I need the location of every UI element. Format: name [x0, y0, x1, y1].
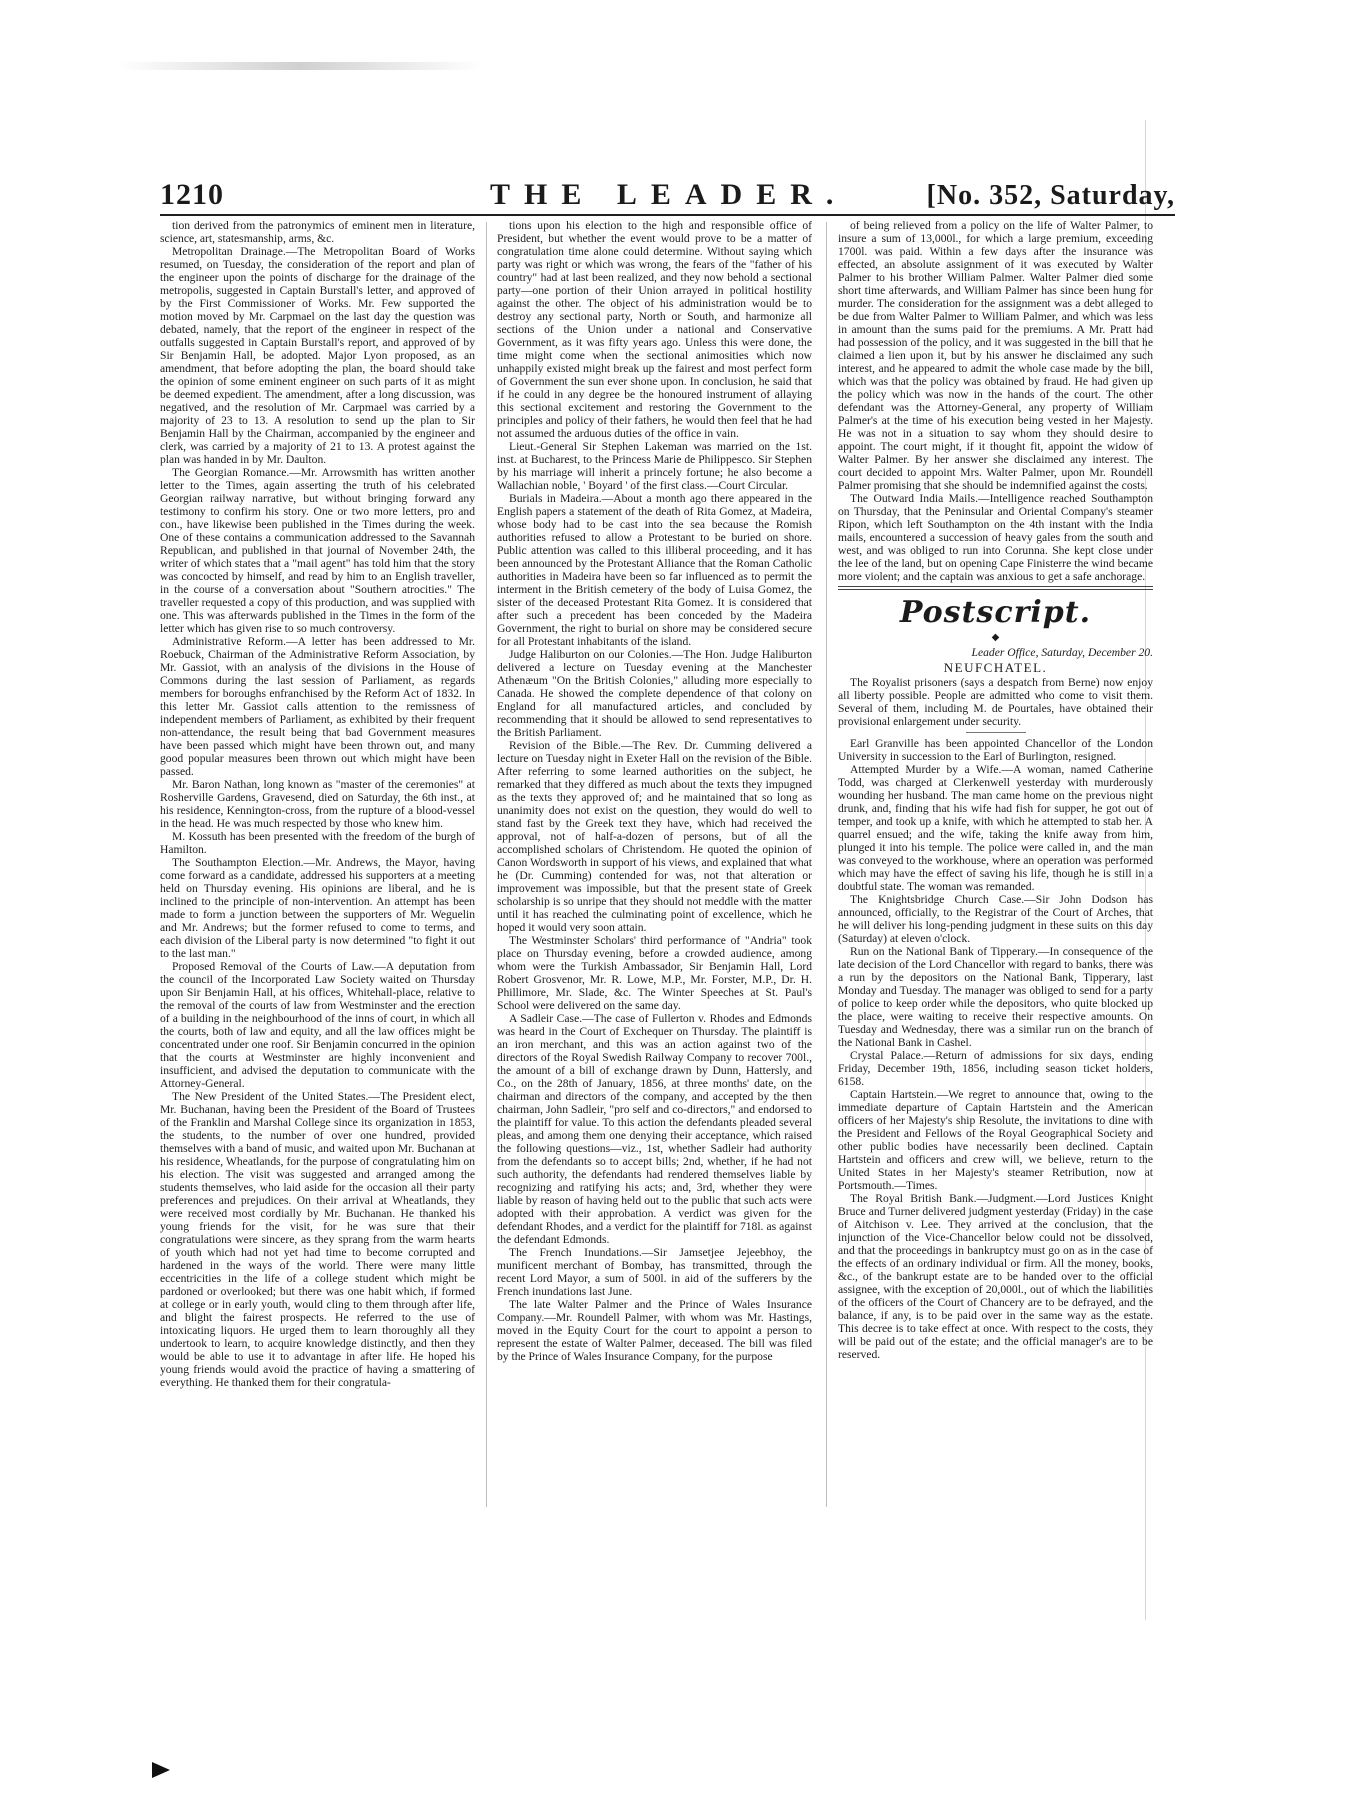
article-paragraph: Mr. Baron Nathan, long known as "master of the ceremonies" at Rosherville Gardens, Gravesend, died on Saturday, the 6th inst., at his residence, Kennington-cross, from the rupture of a blood-vessel in the head. He was much respected by those who knew him. — [160, 778, 475, 830]
article-paragraph: Captain Hartstein.—We regret to announce that, owing to the immediate departure of Captain Hartstein and the American officers of her Majesty's ship Resolute, the invitations to dine with the President and Fellows of the Royal Geographical Society and other public bodies have necessarily been declined. Captain Hartstein and officers and crew will, we believe, return to the United States in her Majesty's steamer Retribution, now at Portsmouth.—Times. — [838, 1088, 1153, 1192]
article-paragraph: Judge Haliburton on our Colonies.—The Hon. Judge Haliburton delivered a lecture on Tuesday evening at the Manchester Athenæum "On the British Colonies," alluding more especially to Canada. He showed the complete dependence of that colony on England for all manufactured articles, and concluded by recommending that it should be allowed to send representatives to the British Parliament. — [497, 648, 812, 739]
article-paragraph: The Royal British Bank.—Judgment.—Lord Justices Knight Bruce and Turner delivered judgment yesterday (Friday) in the case of Aitchison v. Lee. They arrived at the conclusion, that the injunction of the Vice-Chancellor below could not be dissolved, and that the proceedings in bankruptcy must go on as in the case of the effects of an ordinary individual or firm. All the money, books, &c., of the bankrupt estate are to be handed over to the official assignee, with the exception of 20,000l., out of which the liabilities of the officers of the Court of Chancery are to be defrayed, and the balance, if any, is to be paid over in the same way as the estate. This decree is to take effect at once. With respect to the costs, they will be paid out of the estate; and the official manager's are to be reserved. — [838, 1192, 1153, 1361]
article-paragraph: tion derived from the patronymics of eminent men in literature, science, art, statesmanship, arms, &c. — [160, 219, 475, 245]
column-divider — [486, 222, 487, 1507]
article-paragraph: The Royalist prisoners (says a despatch from Berne) now enjoy all liberty possible. People are admitted who come to visit them. Several of them, including M. de Pourtales, have obtained their provisional enlargement under security. — [838, 676, 1153, 728]
column-2 — [497, 219, 812, 1509]
article-paragraph: The Outward India Mails.—Intelligence reached Southampton on Thursday, that the Peninsular and Oriental Company's steamer Ripon, which left Southampton on the 4th instant with the India mails, encountered a succession of heavy gales from the south and west, and was obliged to run into Corunna. She kept close under the lee of the land, but on opening Cape Finisterre the wind became more violent; and the captain was anxious to get a safe anchorage. — [838, 492, 1153, 583]
section-separator — [838, 586, 1153, 590]
column-3 — [838, 219, 1153, 1509]
article-paragraph: tions upon his election to the high and responsible office of President, but whether the event would prove to be a matter of congratulation time alone could determine. Without saying which party was right or which was wrong, the fears of the "father of his country" had at last been realized, and they now behold a sectional party—one portion of their Union arrayed in political hostility against the other. The object of his administration would be to destroy any sectional party, North or South, and harmonize all sections of the Union under a national and Conservative Government, as it was fifty years ago. Unless this were done, the time might come when the sectional animosities which now unhappily existed might break up the fairest and most perfect form of Government the sun ever shone upon. In conclusion, he said that if he could in any degree be the honoured instrument of allaying this sectional excitement and restoring the Government to the principles and policy of their fathers, he would then feel that he had not assumed the arduous duties of the office in vain. — [497, 219, 812, 440]
article-paragraph: Crystal Palace.—Return of admissions for six days, ending Friday, December 19th, 1856, including season ticket holders, 6158. — [838, 1049, 1153, 1088]
article-paragraph: The Westminster Scholars' third performance of "Andria" took place on Thursday evening, before a crowded audience, among whom were the Turkish Ambassador, Sir Benjamin Hall, Lord Robert Grosvenor, Mr. R. Lowe, M.P., Mr. Forster, M.P., Dr. H. Phillimore, Mr. Slade, &c. The Winter Speeches at St. Paul's School were delivered on the same day. — [497, 934, 812, 1012]
article-paragraph: Metropolitan Drainage.—The Metropolitan Board of Works resumed, on Tuesday, the consideration of the report and plan of the engineer upon the points of discharge for the drainage of the metropolis, suggested in Captain Burstall's letter, and approved of by the First Commissioner of Works. Mr. Few supported the motion moved by Mr. Carpmael on the last day the question was debated, namely, that the report of the engineer in respect of the outfalls suggested in Captain Burstall's report, and approved of by Sir Benjamin Hall, be adopted. Major Lyon proposed, as an amendment, that before adopting the plan, the board should take the opinion of some eminent engineer on such parts of it as might be deemed expedient. The amendment, after a long discussion, was negatived, and the resolution of Mr. Carpmael was carried by a majority of 23 to 13. A resolution to send up the plan to Sir Benjamin Hall by the Chairman, accompanied by the engineer and clerk, was carried by a majority of 21 to 13. A protest against the plan was handed in by Mr. Daulton. — [160, 245, 475, 466]
article-paragraph: The late Walter Palmer and the Prince of Wales Insurance Company.—Mr. Roundell Palmer, with whom was Mr. Hastings, moved in the Equity Court for the court to appoint a person to represent the estate of Walter Palmer, deceased. The bill was filed by the Prince of Wales Insurance Company, for the purpose — [497, 1298, 812, 1363]
masthead-title: THE LEADER. — [490, 178, 848, 211]
article-paragraph: Proposed Removal of the Courts of Law.—A deputation from the council of the Incorporated Law Society waited on Thursday upon Sir Benjamin Hall, at his offices, Whitehall-place, relative to the removal of the courts of law from Westminster and the erection of a building in the neighbourhood of the inns of court, in which all the courts, both of law and equity, and all the law offices might be concentrated under one roof. Sir Benjamin concurred in the opinion that the courts at Westminster are highly inconvenient and insufficient, and advised the deputation to communicate with the Attorney-General. — [160, 960, 475, 1090]
article-paragraph: The French Inundations.—Sir Jamsetjee Jejeebhoy, the munificent merchant of Bombay, has transmitted, through the recent Lord Mayor, a sum of 500l. in aid of the sufferers by the French inundations last June. — [497, 1246, 812, 1298]
postscript-heading: Postscript. — [899, 595, 1092, 630]
article-paragraph: Run on the National Bank of Tipperary.—In consequence of the late decision of the Lord Chancellor with regard to banks, there was a run by the depositors on the National Bank, Tipperary, last Monday and Tuesday. The manager was obliged to send for a party of police to keep order while the depositors, who quite blocked up the place, were waiting to receive their respective amounts. On Tuesday and Wednesday, there was a similar run on the branch of the National Bank in Cashel. — [838, 945, 1153, 1049]
article-paragraph: Lieut.-General Sir Stephen Lakeman was married on the 1st. inst. at Bucharest, to the Princess Marie de Philippesco. Sir Stephen by his marriage will inherit a princely fortune; he also become a Wallachian noble, ' Boyard ' of the first class.—Court Circular. — [497, 440, 812, 492]
article-paragraph: The New President of the United States.—The President elect, Mr. Buchanan, having been the President of the Board of Trustees of the Franklin and Marshal College since its organization in 1853, the students, to the number of over one hundred, provided themselves with a band of music, and waited upon Mr. Buchanan at his residence, Wheatlands, for the purpose of congratulating him on his election. The visit was suggested and arranged among the students themselves, who laid aside for the occasion all their party preferences and prejudices. On their arrival at Wheatlands, they were received most cordially by Mr. Buchanan. He thanked his young friends for the visit, for he was sure that their congratulations were sincere, as they sprang from the warm hearts of youth which had not yet had time to become corrupted and hardened in the ways of the world. There were many little eccentricities in the life of a college student which might be pardoned or overlooked; but there was one habit which, if formed at college or in early youth, would cling to them through after life, and blight the fairest prospects. He referred to the use of intoxicating liquors. He urged them to learn thoroughly all they undertook to learn, to acquire knowledge distinctly, and then they would be able to use it to advantage in after life. He hoped his young friends would avoid the practice of having a smattering of everything. He thanked them for their congratula- — [160, 1090, 475, 1389]
article-paragraph: The Southampton Election.—Mr. Andrews, the Mayor, having come forward as a candidate, addressed his supporters at a meeting held on Thursday evening. His opinions are liberal, and he is inclined to the principle of non-intervention. An attempt has been made to form a junction between the supporters of Mr. Weguelin and Mr. Andrews; but the former refused to come to terms, and each division of the Liberal party is now determined "to fight it out to the last man." — [160, 856, 475, 960]
article-paragraph: Earl Granville has been appointed Chancellor of the London University in succession to the Earl of Burlington, resigned. — [838, 737, 1153, 763]
article-paragraph: A Sadleir Case.—The case of Fullerton v. Rhodes and Edmonds was heard in the Court of Exchequer on Thursday. The plaintiff is an iron merchant, and this was an action against two of the directors of the Royal Swedish Railway Company to recover 700l., the amount of a bill of exchange drawn by Dunn, Hattersly, and Co., on the 28th of January, 1856, at three months' date, on the chairman and directors of the company, and accepted by the then chairman, John Sadleir, "pro self and co-directors," and endorsed to the plaintiff for value. To this action the defendants pleaded several pleas, and among them one denying their acceptance, which raised the following questions—viz., 1st, whether Sadleir had authority from the defendants so to accept bills; 2nd, whether, if he had not such authority, the defendants had rendered themselves liable by recognizing and ratifying his acts; and, 3rd, whether they were liable by reason of having held out to the public that such acts were adopted with their approbation. A verdict was given for the defendant Rhodes, and a verdict for the plaintiff for 718l. as against the defendant Edmonds. — [497, 1012, 812, 1246]
article-paragraph: Burials in Madeira.—About a month ago there appeared in the English papers a statement of the death of Rita Gomez, at Madeira, whose body had to be cast into the sea because the Romish authorities refused to allow a Protestant to be buried on shore. Public attention was called to this illiberal proceeding, and it has been announced by the Protestant Alliance that the Roman Catholic authorities in Madeira have been so far influenced as to permit the interment in the British cemetery of the body of Luisa Gomez, the sister of the deceased Protestant Rita Gomez. It is considered that after such a precedent has been conceded by the Madeira Government, the right to burial on shore may be considered secure for all Protestant inhabitants of the island. — [497, 492, 812, 648]
article-paragraph: Revision of the Bible.—The Rev. Dr. Cumming delivered a lecture on Tuesday night in Exeter Hall on the revision of the Bible. After referring to some learned authorities on the subject, he remarked that they differed as much about the texts they impugned as the texts they approved of; and he maintained that so long as unanimity does not exist on the question, they would do well to stand fast by the Greek text they have, which had received the approval, not of half-a-dozen of persons, but of all the accomplished scholars of Christendom. He quoted the opinion of Canon Wordsworth in support of his views, and explained that what he (Dr. Cumming) contended for was, not that alteration or improvement was impossible, but that the present state of Greek scholarship is so unripe that they should not meddle with the matter until it has reached the culminating point of excellence, which he hoped it would very soon attain. — [497, 739, 812, 934]
page-header — [160, 178, 1175, 214]
short-rule — [966, 732, 1026, 733]
article-paragraph: of being relieved from a policy on the life of Walter Palmer, to insure a sum of 13,000l., for which a large premium, exceeding 1700l. was paid. Within a few days after the insurance was effected, an absolute assignment of it was executed by Walter Palmer to his brother William Palmer. Walter Palmer died some short time afterwards, and William Palmer has since been hung for murder. The consideration for the assignment was a debt alleged to be due from Walter Palmer to William Palmer, and which was less in amount than the sums paid for the premiums. A Mr. Pratt had had possession of the policy, and it was suggested in the bill that he claimed a lien upon it, but by his answer he disclaimed any such interest, and he appeared to admit the whole case made by the bill, which was that the policy was obtained by fraud. He had given up the policy which was now in the hands of the court. The other defendant was the Attorney-General, any property of William Palmer's at the time of his execution being vested in her Majesty. He was not in a situation to say whom they should desire to appoint. The court might, if it thought fit, appoint the widow of Walter Palmer. By her answer she disclaimed any interest. The court decided to appoint Mrs. Walter Palmer, upon Mr. Roundell Palmer promising that she should be indemnified against the costs. — [838, 219, 1153, 492]
page-number: 1210 — [160, 178, 224, 211]
article-paragraph: The Knightsbridge Church Case.—Sir John Dodson has announced, officially, to the Registrar of the Court of Arches, that he will deliver his long-pending judgment in these suits on this day (Saturday) at eleven o'clock. — [838, 893, 1153, 945]
dateline: Leader Office, Saturday, December 20. — [971, 646, 1153, 659]
subheading: NEUFCHATEL. — [943, 660, 1048, 675]
article-paragraph: Attempted Murder by a Wife.—A woman, named Catherine Todd, was charged at Clerkenwell yesterday with murderously wounding her husband. The man came home on the previous night drunk, and, finding that his wife had fish for supper, he got out of temper, and took up a knife, with which he attempted to stab her. A quarrel ensued; and the wife, taking the knife away from him, plunged it into his temple. The police were called in, and the man was conveyed to the workhouse, where an operation was performed which may have the effect of saving his life, though he is still in a doubtful state. The woman was remanded. — [838, 763, 1153, 893]
article-paragraph: The Georgian Romance.—Mr. Arrowsmith has written another letter to the Times, again asserting the truth of his celebrated Georgian railway narrative, but without bringing forward any testimony to confirm his story. One or two more letters, pro and con., have likewise been published in the Times during the week. One of these contains a communication addressed to the Savannah Republican, and published in that journal of November 24th, the writer of which states that a "mail agent" has told him that the story was concocted by himself, and read by him to an English traveller, in the course of a conversation about "Southern atrocities." The traveller requested a copy of this production, and was supplied with one. This was afterwards published in the Times in the form of the letter which has given rise to so much controversy. — [160, 466, 475, 635]
ornament-icon: ◆ — [991, 632, 1000, 643]
article-paragraph: Administrative Reform.—A letter has been addressed to Mr. Roebuck, Chairman of the Administrative Reform Association, by Mr. Gassiot, with an analysis of the divisions in the House of Commons during the last session of Parliament, as regards members for boroughs enfranchised by the Reform Act of 1832. In this letter Mr. Gassiot calls attention to the remissness of independent members of Parliament, as exhibited by their frequent non-attendance, the result being that bad Government measures have been passed which might have been thrown out, and many good popular measures been thrown out which might have been passed. — [160, 635, 475, 778]
column-1 — [160, 219, 475, 1509]
issue-line: [No. 352, Saturday, — [926, 180, 1175, 211]
arrow-marker-icon — [152, 1762, 170, 1778]
top-smudge — [120, 62, 480, 70]
column-divider — [826, 222, 827, 1507]
header-rule — [160, 214, 1175, 216]
article-paragraph: M. Kossuth has been presented with the freedom of the burgh of Hamilton. — [160, 830, 475, 856]
